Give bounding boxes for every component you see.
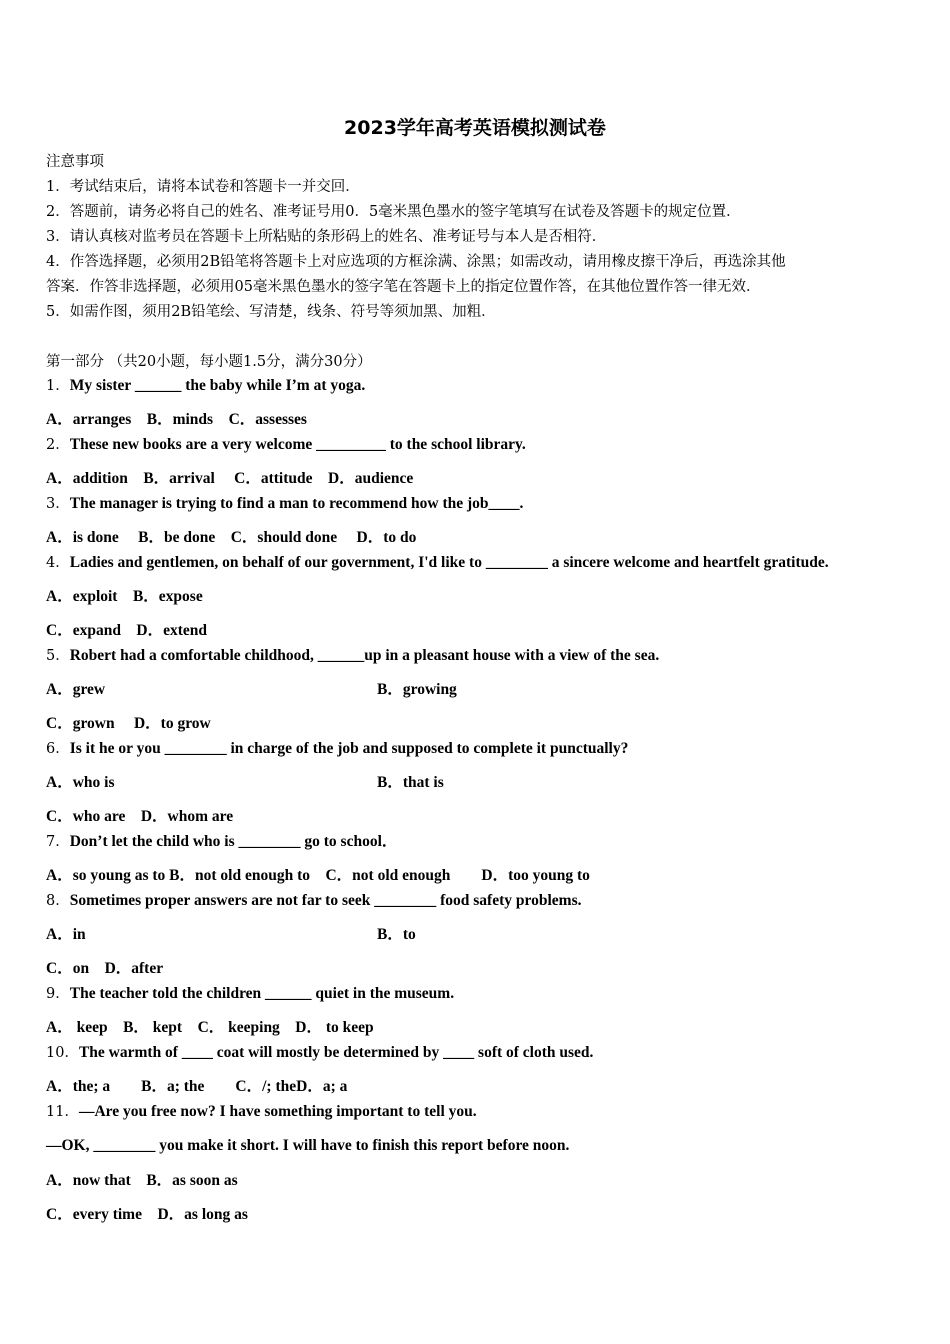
- question-number: 4．: [46, 555, 70, 571]
- question-number: 8．: [46, 893, 70, 909]
- notice-item: 2．答题前，请务必将自己的姓名、准考证号用0．5毫米黑色墨水的签字笔填写在试卷及答题卡的规定位置．: [46, 204, 741, 220]
- question-number: 1．: [46, 378, 70, 394]
- question-10: [46, 1043, 593, 1063]
- section-heading: 第一部分 （共20小题，每小题1.5分，满分30分）: [46, 354, 372, 370]
- question-number: 10．: [46, 1045, 79, 1061]
- question-text: My sister ______ the baby while I’m at yoga.: [69, 377, 366, 394]
- question-number: 3．: [46, 496, 70, 512]
- question-text: Don’t let the child who is ________ go to school．: [69, 833, 398, 850]
- question-5-options: [46, 680, 906, 700]
- question-number: 5．: [46, 648, 70, 664]
- question-10-options: A．the; a B．a; the C．/; theD．a; a: [46, 1078, 348, 1095]
- question-1-options: A．arranges B．minds C．assesses: [46, 411, 307, 428]
- question-6-options: C．who are D．whom are: [46, 808, 234, 825]
- question-text: —Are you free now? I have something important to tell you.: [78, 1103, 477, 1120]
- question-3: [46, 494, 523, 514]
- question-number: 7．: [46, 834, 70, 850]
- option-b: B．that is: [377, 774, 444, 791]
- question-11: [46, 1102, 477, 1122]
- question-text: The warmth of ____ coat will mostly be determined by ____ soft of cloth used.: [78, 1044, 594, 1061]
- question-text: Is it he or you ________ in charge of the job and supposed to complete it punctually?: [69, 740, 629, 757]
- question-9-options: A． keep B． kept C． keeping D． to keep: [46, 1019, 374, 1036]
- question-number: 9．: [46, 986, 70, 1002]
- question-2: [46, 435, 526, 455]
- question-number: 11．: [46, 1104, 79, 1120]
- option-b: B．growing: [377, 681, 457, 698]
- notice-item: 5．如需作图，须用2B铅笔绘、写清楚，线条、符号等须加黑、加粗．: [46, 304, 496, 320]
- question-1: [46, 376, 365, 396]
- question-9: [46, 984, 454, 1004]
- question-text: Robert had a comfortable childhood, ______up in a pleasant house with a view of the sea.: [69, 647, 660, 664]
- page-title: 2023学年高考英语模拟测试卷: [344, 117, 606, 139]
- question-4-options: A．exploit B．expose: [46, 588, 203, 605]
- notice-item: 3．请认真核对监考员在答题卡上所粘贴的条形码上的姓名、准考证号与本人是否相符．: [46, 229, 607, 245]
- notice-heading: 注意事项: [46, 154, 104, 170]
- question-text: The teacher told the children ______ quiet in the museum.: [69, 985, 455, 1002]
- option-b: B．to: [377, 926, 416, 943]
- question-8-options: [46, 925, 906, 945]
- question-6: [46, 739, 628, 759]
- question-8: [46, 891, 581, 911]
- question-2-options: A．addition B．arrival C．attitude D．audience: [46, 470, 414, 487]
- question-text: Ladies and gentlemen, on behalf of our government, I'd like to ________ a sincere welcome and heartfelt gratitude.: [69, 554, 829, 571]
- option-a: A．in: [46, 926, 86, 943]
- question-text: These new books are a very welcome _________ to the school library.: [69, 436, 526, 453]
- question-6-options: [46, 773, 906, 793]
- notice-item: 4．作答选择题，必须用2B铅笔将答题卡上对应选项的方框涂满、涂黑；如需改动，请用橡皮擦干净后，再选涂其他: [46, 254, 786, 270]
- question-number: 2．: [46, 437, 70, 453]
- question-11-options: A．now that B．as soon as: [46, 1172, 238, 1189]
- question-3-options: A．is done B．be done C．should done D．to do: [46, 529, 417, 546]
- option-a: A．who is: [46, 774, 115, 791]
- question-11-dialog: —OK, ________ you make it short. I will have to finish this report before noon.: [46, 1137, 570, 1154]
- question-text: Sometimes proper answers are not far to seek ________ food safety problems.: [69, 892, 582, 909]
- question-11-options: C．every time D．as long as: [46, 1206, 248, 1223]
- question-text: The manager is trying to find a man to recommend how the job____.: [69, 495, 524, 512]
- notice-item: 1．考试结束后，请将本试卷和答题卡一并交回．: [46, 179, 360, 195]
- notice-item: 答案．作答非选择题，必须用05毫米黑色墨水的签字笔在答题卡上的指定位置作答，在其他位置作答一律无效．: [46, 279, 761, 295]
- question-4-options: C．expand D．extend: [46, 622, 208, 639]
- question-7: [46, 832, 397, 852]
- option-a: A．grew: [46, 681, 106, 698]
- question-5-options: C．grown D．to grow: [46, 715, 211, 732]
- question-5: [46, 646, 659, 666]
- question-7-options: A．so young as to B．not old enough to C．not old enough D．too young to: [46, 867, 590, 884]
- question-4: [46, 553, 829, 573]
- question-number: 6．: [46, 741, 70, 757]
- question-8-options: C．on D．after: [46, 960, 164, 977]
